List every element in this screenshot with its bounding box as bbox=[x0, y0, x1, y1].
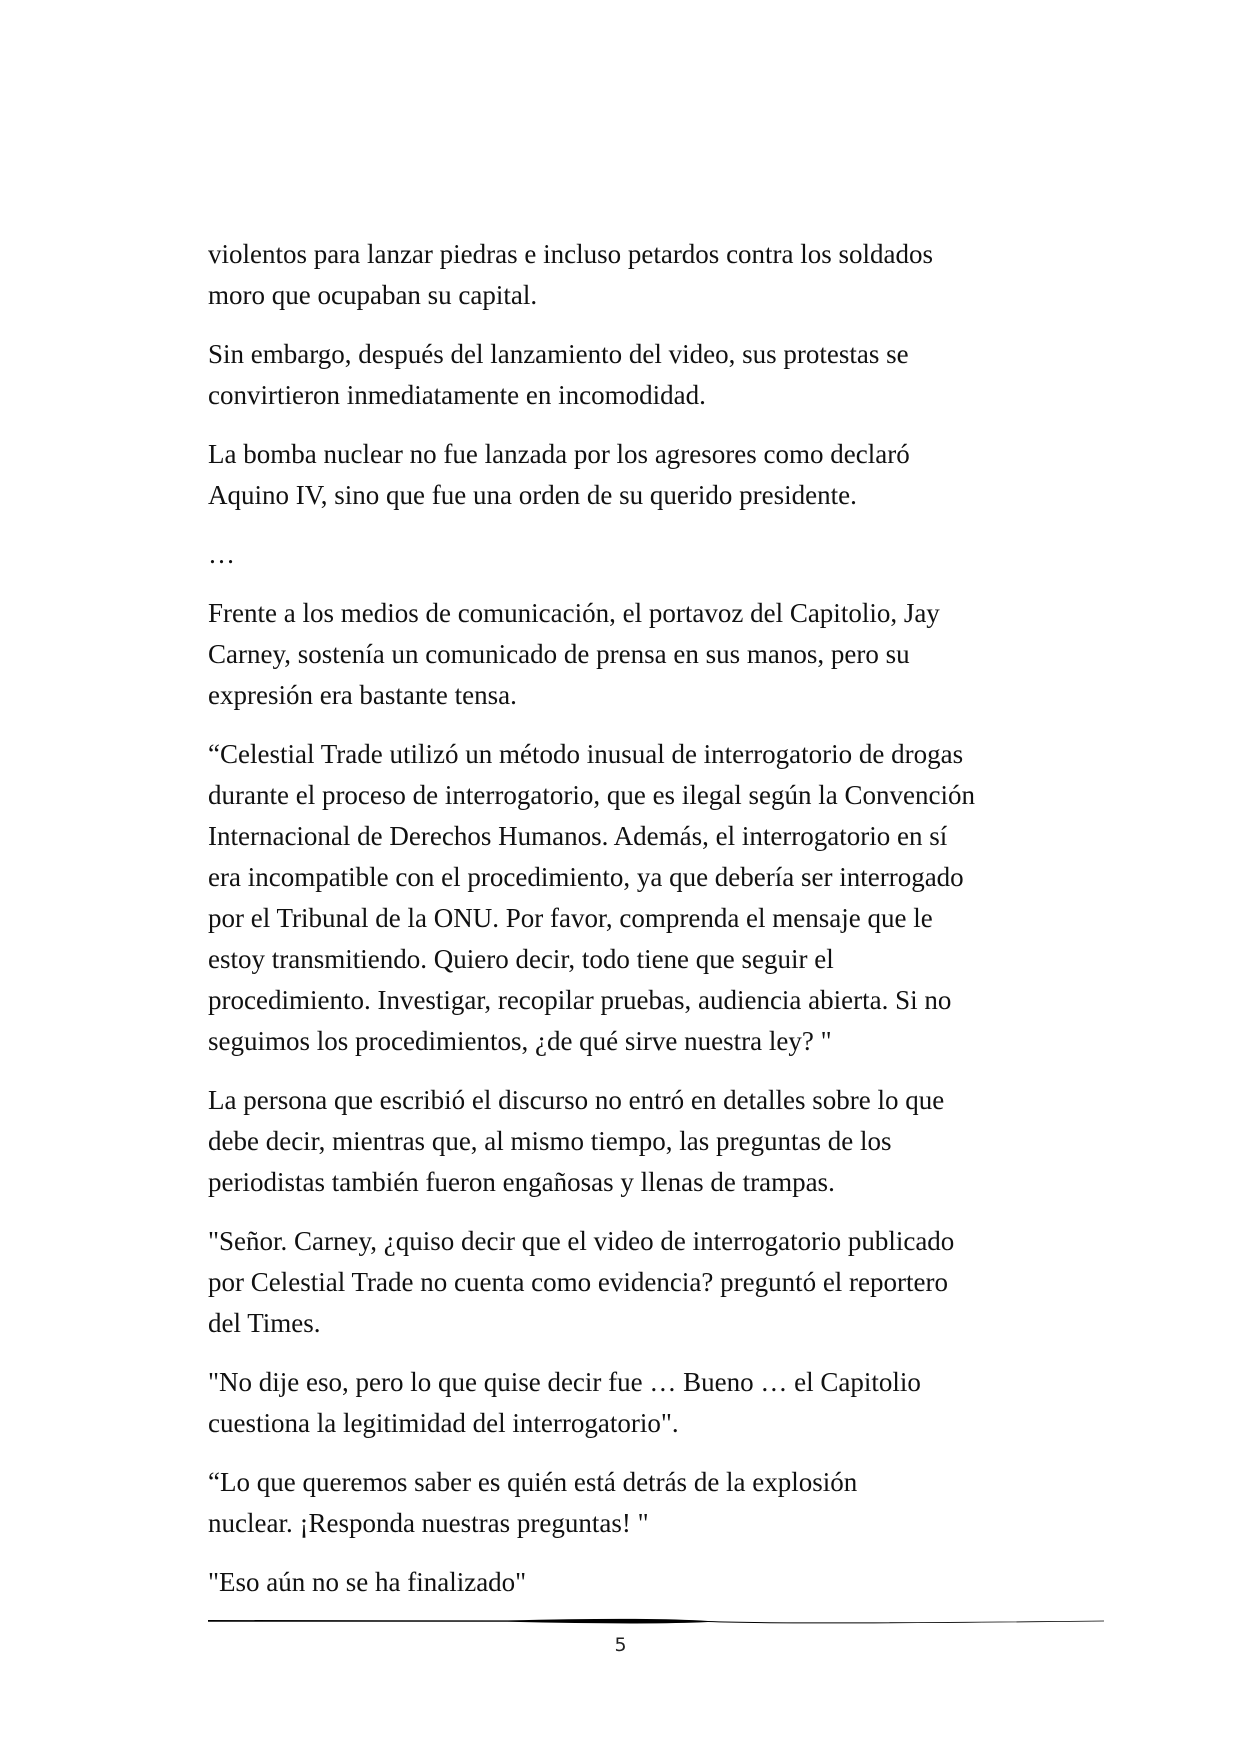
paragraph: Frente a los medios de comunicación, el portavoz del Capitolio, Jay Carney, sostenía un comunicado de prensa en sus manos, pero su expresión era bastante tensa. bbox=[208, 598, 940, 710]
paragraph: “Lo que queremos saber es quién está detrás de la explosión nuclear. ¡Responda nuestras preguntas! " bbox=[208, 1467, 858, 1538]
paragraph: La persona que escribió el discurso no entró en detalles sobre lo que debe decir, mientras que, al mismo tiempo, las preguntas de los periodistas también fueron engañosas y llenas de trampas. bbox=[208, 1085, 945, 1197]
paragraph: "No dije eso, pero lo que quise decir fue … Bueno … el Capitolio cuestiona la legitimidad del interrogatorio". bbox=[208, 1367, 921, 1438]
body-text bbox=[208, 234, 1088, 1621]
paragraph: violentos para lanzar piedras e incluso petardos contra los soldados moro que ocupaban su capital. bbox=[208, 239, 934, 310]
paragraph: Sin embargo, después del lanzamiento del video, sus protestas se convirtieron inmediatamente en incomodidad. bbox=[208, 339, 909, 410]
paragraph: "Eso aún no se ha finalizado" bbox=[208, 1567, 527, 1597]
ellipsis-separator: … bbox=[208, 539, 235, 569]
page-number: 5 bbox=[614, 1634, 627, 1656]
paragraph: "Señor. Carney, ¿quiso decir que el video de interrogatorio publicado por Celestial Trade no cuenta como evidencia? preguntó el reportero del Times. bbox=[208, 1226, 955, 1338]
paragraph: La bomba nuclear no fue lanzada por los agresores como declaró Aquino IV, sino que fue una orden de su querido presidente. bbox=[208, 439, 910, 510]
paragraph: “Celestial Trade utilizó un método inusual de interrogatorio de drogas durante el proceso de interrogatorio, que es ilegal según la Convención Internacional de Derechos Humanos. Además, el interrogatorio en sí era incompatible con el procedimiento, ya que debería ser interrogado por el Tribunal de la ONU. Por favor, comprenda el mensaje que le estoy transmitiendo. Quiero decir, todo tiene que seguir el procedimiento. Investigar, recopilar pruebas, audiencia abierta. Si no seguimos los procedimientos, ¿de qué sirve nuestra ley? " bbox=[208, 739, 975, 1056]
footer-rule bbox=[208, 1617, 1104, 1625]
